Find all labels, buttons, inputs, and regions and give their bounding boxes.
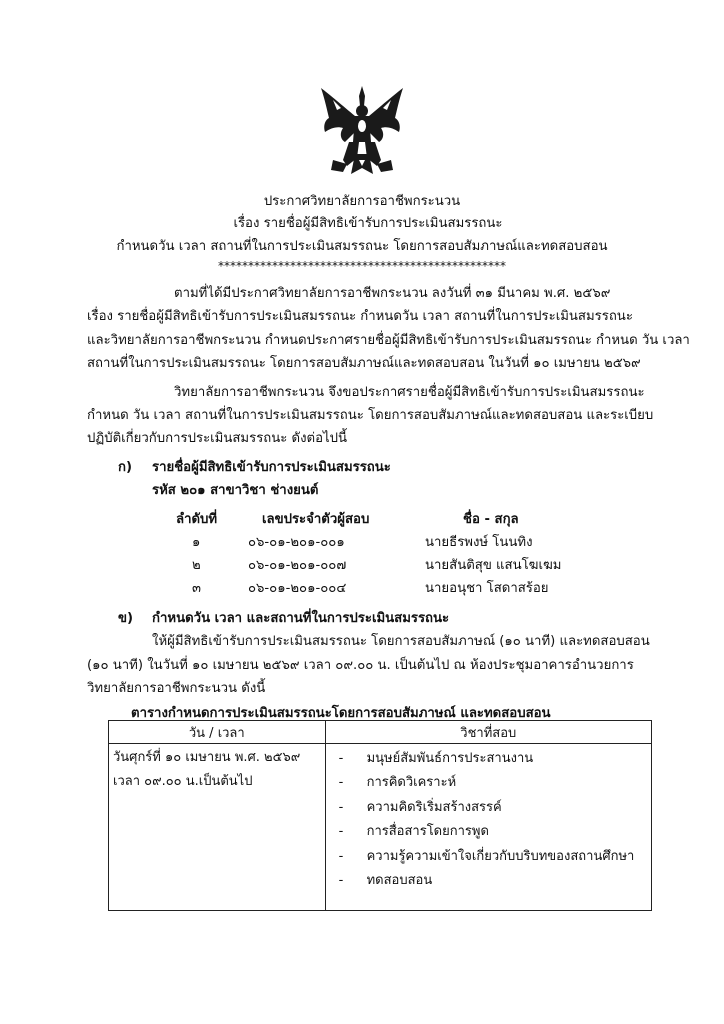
separator: ************************************************: [218, 259, 506, 273]
p1-line-3: และวิทยาลัยการอาชีพกระนวน กำหนดประกาศรายชื่อผู้มีสิทธิเข้ารับการประเมินสมรรถนะ กำหนด วัน เวลา: [87, 333, 690, 348]
schedule-date-cell: [109, 744, 326, 911]
candidate-name: นายธีรพงษ์ โนนทิง: [425, 535, 533, 550]
candidate-id: ๐๖-๐๑-๒๐๑-๐๐๗: [248, 558, 347, 573]
schedule-header-row: [109, 721, 652, 744]
candidate-name: นายสันติสุข แสนโฆเฆม: [425, 558, 562, 573]
p2-line-3: ปฏิบัติเกี่ยวกับการประเมินสมรรถนะ ดังต่อไปนี้: [87, 431, 348, 446]
candidate-id: ๐๖-๐๑-๒๐๑-๐๐๑: [248, 535, 345, 550]
section-b-line-2: (๑๐ นาที) ในวันที่ ๑๐ เมษายน ๒๕๖๙ เวลา ๐๙.๐๐ น. เป็นต้นไป ณ ห้องประชุมอาคารอำนวยการ: [87, 658, 634, 673]
announcement-subject: เรื่อง รายชื่อผู้มีสิทธิเข้ารับการประเมินสมรรถนะ: [233, 216, 503, 231]
schedule-col-date: วัน / เวลา: [109, 721, 326, 744]
section-b-line-3: วิทยาลัยการอาชีพกระนวน ดังนี้: [87, 681, 266, 696]
candidate-no: ๒: [192, 558, 201, 573]
section-b-line-1: ให้ผู้มีสิทธิเข้ารับการประเมินสมรรถนะ โดยการสอบสัมภาษณ์ (๑๐ นาที) และทดสอบสอน: [152, 634, 650, 649]
schedule-time: เวลา ๐๙.๐๐ น.เป็นต้นไป: [113, 774, 253, 789]
announcement-org: ประกาศวิทยาลัยการอาชีพกระนวน: [263, 194, 461, 209]
subject-item: - มนุษย์สัมพันธ์การประสานงาน: [339, 747, 650, 771]
schedule-table: [108, 720, 652, 911]
col-id-header: เลขประจำตัวผู้สอบ: [262, 512, 370, 527]
p2-line-1: วิทยาลัยการอาชีพกระนวน จึงขอประกาศรายชื่อผู้มีสิทธิเข้ารับการประเมินสมรรถนะ: [174, 385, 645, 400]
candidate-no: ๑: [192, 535, 201, 550]
subject-item: - การคิดวิเคราะห์: [339, 771, 650, 795]
subject-list: [327, 745, 650, 893]
schedule-subject-cell: [325, 744, 651, 911]
p1-line-4: สถานที่ในการประเมินสมรรถนะ โดยการสอบสัมภาษณ์และทดสอบสอน ในวันที่ ๑๐ เมษายน ๒๕๖๙: [87, 356, 641, 371]
schedule-row: [109, 744, 652, 911]
section-b-marker: ข): [118, 611, 134, 626]
announcement-detail: กำหนดวัน เวลา สถานที่ในการประเมินสมรรถนะ โดยการสอบสัมภาษณ์และทดสอบสอน: [116, 239, 608, 254]
col-name-header: ชื่อ - สกุล: [463, 512, 519, 527]
subject-item: - การสื่อสารโดยการพูด: [339, 820, 650, 844]
col-no-header: ลำดับที่: [176, 512, 218, 527]
p1-line-2: เรื่อง รายชื่อผู้มีสิทธิเข้ารับการประเมินสมรรถนะ กำหนดวัน เวลา สถานที่ในการประเมินสมรรถนะ: [87, 309, 633, 324]
section-a-subtitle: รหัส ๒๐๑ สาขาวิชา ช่างยนต์: [152, 483, 319, 498]
p2-line-2: กำหนด วัน เวลา สถานที่ในการประเมินสมรรถนะ โดยการสอบสัมภาษณ์และทดสอบสอน และระเบียบ: [87, 408, 654, 423]
candidate-no: ๓: [192, 581, 202, 596]
section-b-title: กำหนดวัน เวลา และสถานที่ในการประเมินสมรรถนะ: [152, 611, 450, 626]
section-a-title: รายชื่อผู้มีสิทธิเข้ารับการประเมินสมรรถนะ: [152, 460, 391, 475]
schedule-date: วันศุกร์ที่ ๑๐ เมษายน พ.ศ. ๒๕๖๙: [113, 750, 301, 765]
schedule-col-subject: วิชาที่สอบ: [325, 721, 651, 744]
subject-item: - ความคิดริเริ่มสร้างสรรค์: [339, 796, 650, 820]
garuda-emblem: [319, 86, 405, 178]
subject-item: - ความรู้ความเข้าใจเกี่ยวกับบริบทของสถานศึกษา: [339, 845, 650, 869]
schedule-caption: ตารางกำหนดการประเมินสมรรถนะโดยการสอบสัมภาษณ์ และทดสอบสอน: [131, 706, 551, 721]
candidate-id: ๐๖-๐๑-๒๐๑-๐๐๔: [248, 581, 347, 596]
p1-line-1: ตามที่ได้มีประกาศวิทยาลัยการอาชีพกระนวน ลงวันที่ ๓๑ มีนาคม พ.ศ. ๒๕๖๙: [174, 286, 611, 301]
section-a-marker: ก): [118, 460, 133, 475]
subject-item: - ทดสอบสอน: [339, 869, 650, 893]
candidate-name: นายอนุชา โสดาสร้อย: [425, 581, 549, 596]
